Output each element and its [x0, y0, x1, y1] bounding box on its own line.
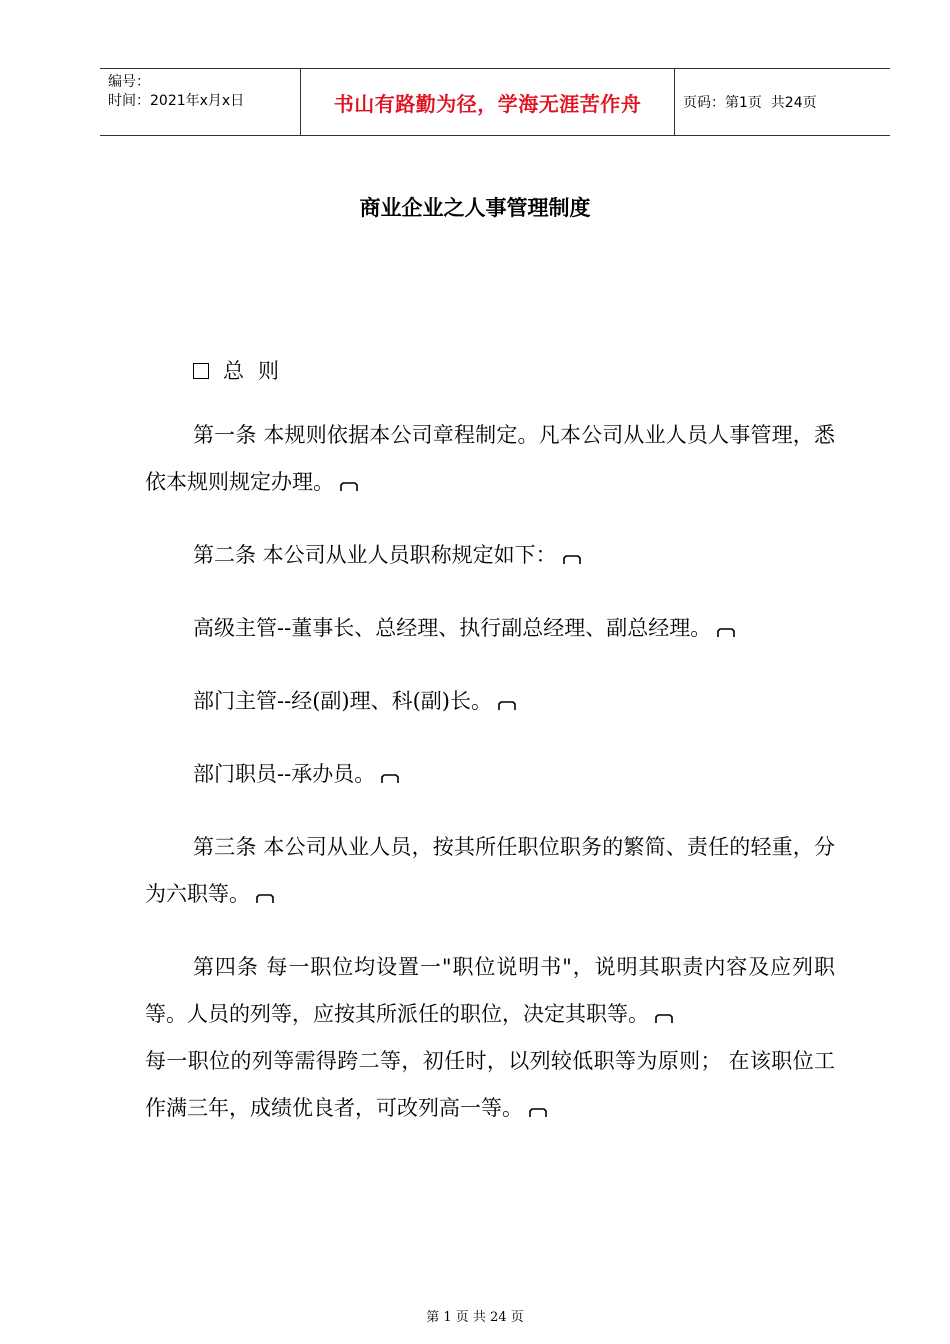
- document-body: [145, 356, 835, 1158]
- paragraph-text: 高级主管--董事长、总经理、执行副总经理、副总经理。: [193, 616, 712, 640]
- paragraph: [145, 532, 835, 579]
- paragraph: [145, 944, 835, 1038]
- section-label: 总则: [223, 359, 293, 383]
- paragraph-text: 第四条 每一职位均设置一"职位说明书"，说明其职责内容及应列职等。人员的列等，应按其所派任的职位，决定其职等。: [145, 955, 835, 1026]
- page-header: [100, 68, 890, 136]
- page-footer: 第 1 页 共 24 页: [426, 1310, 524, 1325]
- paragraph-mark-icon: [563, 555, 581, 564]
- paragraph: [145, 751, 835, 798]
- paragraph-mark-icon: [340, 482, 358, 491]
- checkbox-icon: [193, 363, 209, 379]
- section-heading: [193, 356, 835, 386]
- paragraph-text: 第一条 本规则依据本公司章程制定。凡本公司从业人员人事管理，悉依本规则规定办理。: [145, 423, 835, 494]
- paragraph-mark-icon: [256, 894, 274, 903]
- paragraph: [145, 1038, 835, 1132]
- paragraph-text: 第二条 本公司从业人员职称规定如下：: [193, 543, 557, 567]
- paragraph: [145, 412, 835, 506]
- paragraph-mark-icon: [529, 1108, 547, 1117]
- header-meta: [100, 69, 301, 135]
- document-title: 商业企业之人事管理制度: [359, 196, 591, 220]
- header-page-info: 页码：第1页 共24页: [683, 95, 817, 111]
- paragraph: [145, 678, 835, 725]
- paragraph-text: 部门职员--承办员。: [193, 762, 376, 786]
- paragraph-text: 部门主管--经(副)理、科(副)长。: [193, 689, 492, 713]
- header-number: 编号：: [108, 74, 150, 90]
- paragraph: [145, 824, 835, 918]
- paragraph-mark-icon: [717, 628, 735, 637]
- header-date: 时间：2021年x月x日: [108, 93, 245, 109]
- header-motto: 书山有路勤为径，学海无涯苦作舟: [301, 69, 675, 135]
- paragraph-mark-icon: [381, 774, 399, 783]
- paragraph-text: 第三条 本公司从业人员，按其所任职位职务的繁简、责任的轻重，分为六职等。: [145, 835, 835, 906]
- paragraph-mark-icon: [655, 1014, 673, 1023]
- paragraph-mark-icon: [498, 701, 516, 710]
- paragraph: [145, 605, 835, 652]
- paragraph-text: 每一职位的列等需得跨二等，初任时，以列较低职等为原则； 在该职位工作满三年，成绩优良者，可改列高一等。: [145, 1049, 835, 1120]
